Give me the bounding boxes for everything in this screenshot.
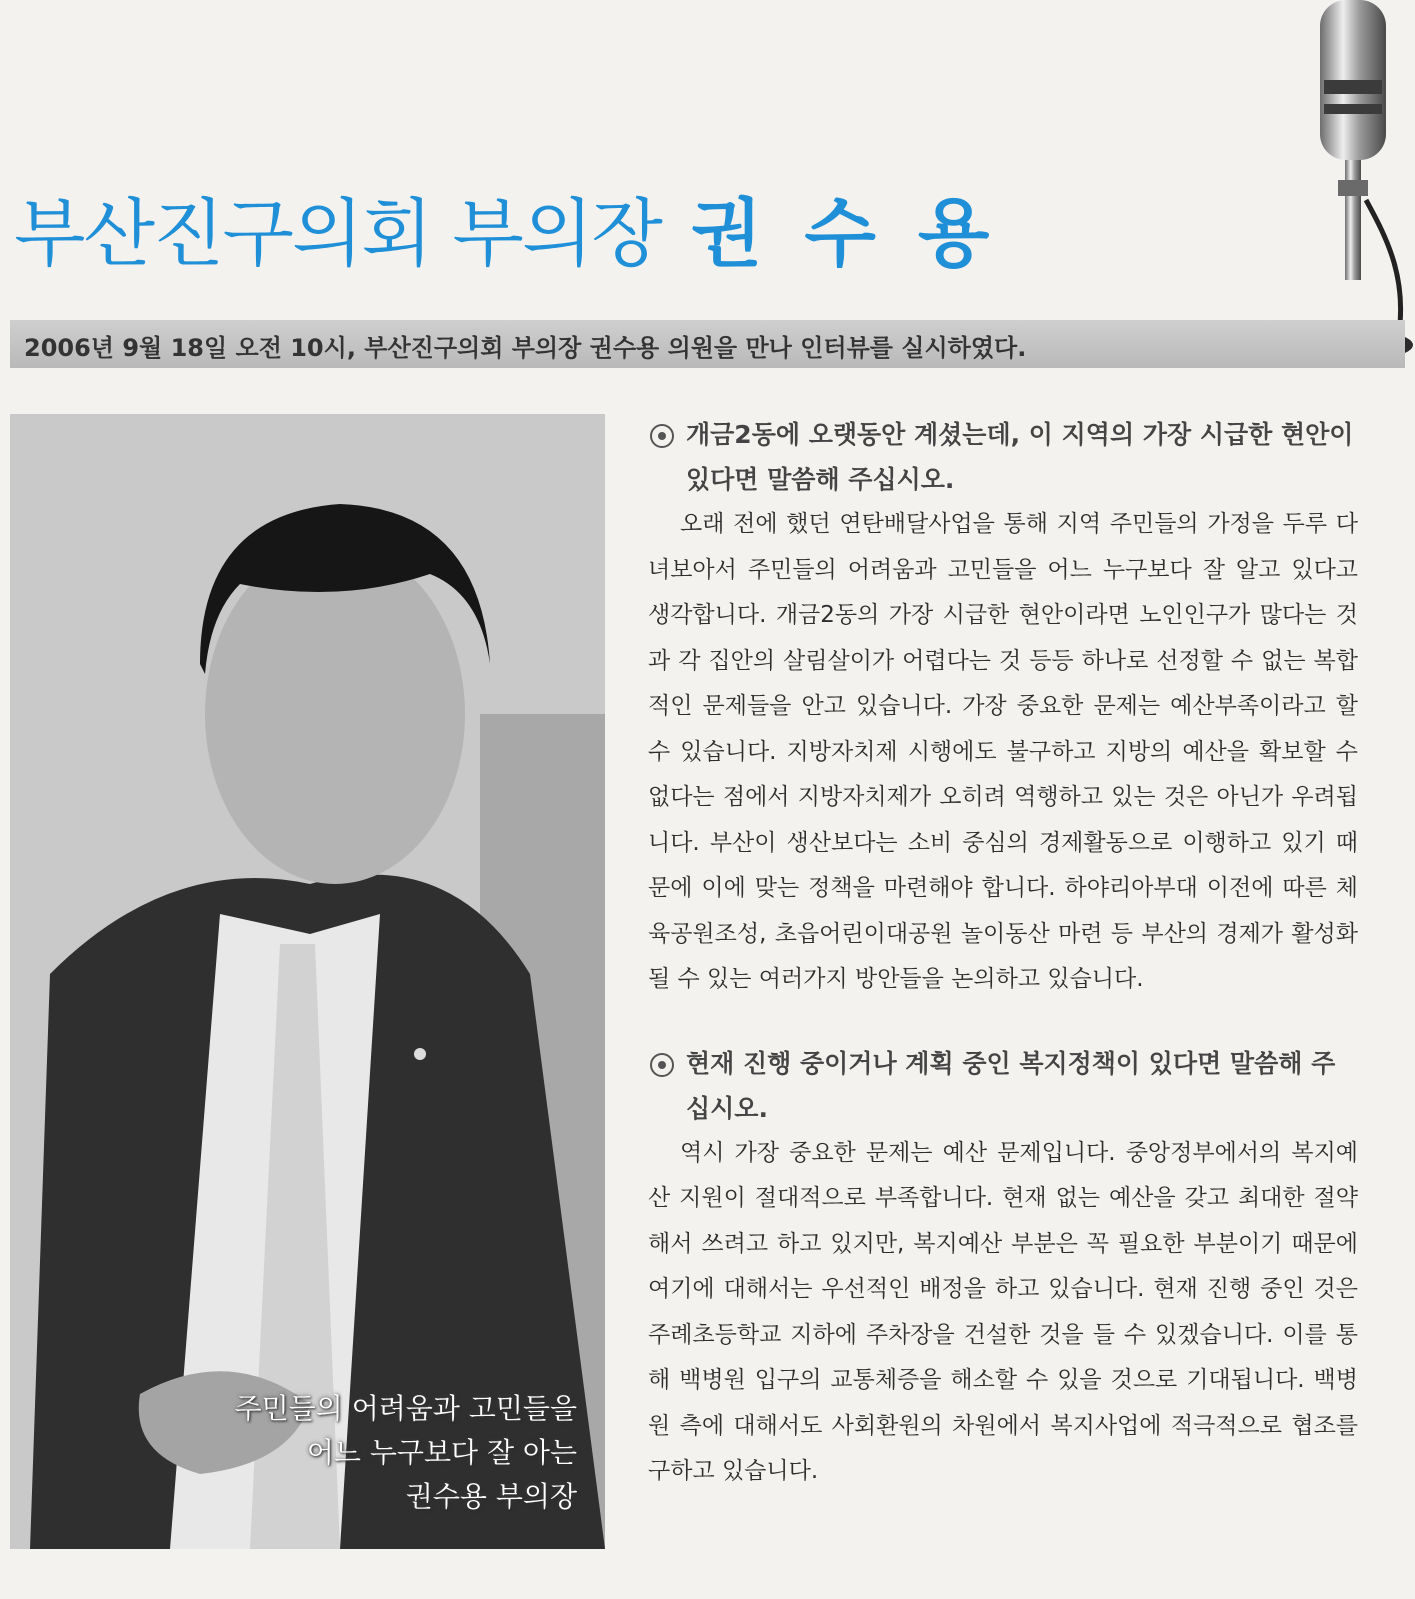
circle-dot-icon	[650, 1053, 674, 1077]
question-2	[648, 1041, 1358, 1131]
caption-line-1: 주민들의 어려움과 고민들을	[234, 1392, 577, 1425]
circle-dot-icon	[650, 424, 674, 448]
question-2-text: 현재 진행 중이거나 계획 중인 복지정책이 있다면 말씀해 주십시오.	[686, 1048, 1336, 1123]
title-position: 부산진구의회 부의장	[14, 191, 661, 277]
question-1-text: 개금2동에 오랫동안 계셨는데, 이 지역의 가장 시급한 현안이 있다면 말씀해 주십시오.	[686, 420, 1354, 494]
photo-caption	[235, 1387, 577, 1519]
caption-line-2: 어느 누구보다 잘 아는	[306, 1436, 577, 1469]
person-illustration	[10, 414, 605, 1549]
title-name: 권수용	[690, 191, 1032, 277]
answer-1: 오래 전에 했던 연탄배달사업을 통해 지역 주민들의 가정을 두루 다녀보아서 주민들의 어려움과 고민들을 어느 누구보다 잘 알고 있다고 생각합니다. 개금2동의 가장 시급한 현안이라면 노인인구가 많다는 것과 각 집안의 살림살이가 어렵다는 것 등등 하나로 선정할 수 없는 복합적인 문제들을 안고 있습니다. 가장 중요한 문제는 예산부족이라고 할 수 있습니다. 지방자치제 시행에도 불구하고 지방의 예산을 확보할 수 없다는 점에서 지방자치제가 오히려 역행하고 있는 것은 아닌가 우려됩니다. 부산이 생산보다는 소비 중심의 경제활동으로 이행하고 있기 때문에 이에 맞는 정책을 마련해야 합니다. 하야리아부대 이전에 따른 체육공원조성, 초읍어린이대공원 놀이동산 마련 등 부산의 경제가 활성화될 수 있는 여러가지 방안들을 논의하고 있습니다.	[648, 511, 1358, 992]
page-title	[14, 175, 1031, 281]
intro-text: 2006년 9월 18일 오전 10시, 부산진구의회 부의장 권수용 의원을 만나 인터뷰를 실시하였다.	[24, 334, 1027, 362]
caption-line-3: 권수용 부의장	[405, 1480, 577, 1513]
microphone-icon	[1318, 0, 1413, 370]
interview-photo	[10, 414, 605, 1549]
interview-column	[648, 412, 1358, 1495]
answer-2: 역시 가장 중요한 문제는 예산 문제입니다. 중앙정부에서의 복지예산 지원이 절대적으로 부족합니다. 현재 없는 예산을 갖고 최대한 절약해서 쓰려고 하고 있지만, 복지예산 부분은 꼭 필요한 부분이기 때문에 여기에 대해서는 우선적인 배정을 하고 있습니다. 현재 진행 중인 것은 주례초등학교 지하에 주차장을 건설한 것을 들 수 있겠습니다. 이를 통해 백병원 입구의 교통체증을 해소할 수 있을 것으로 기대됩니다. 백병원 측에 대해서도 사회환원의 차원에서 복지사업에 적극적으로 협조를 구하고 있습니다.	[648, 1139, 1358, 1484]
question-1	[648, 412, 1358, 502]
